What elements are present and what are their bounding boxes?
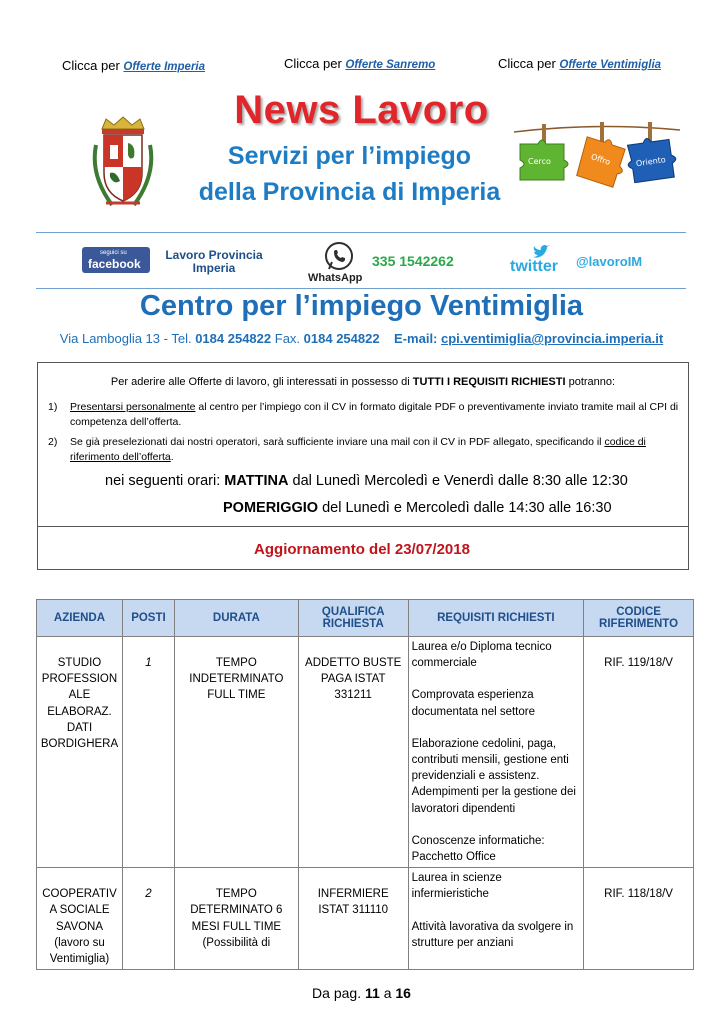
cell-durata: TEMPO INDETERMINATO FULL TIME — [174, 637, 298, 868]
header-subtitle-1: Servizi per l’impiego — [227, 142, 472, 170]
link-prefix: Clicca per — [498, 56, 556, 71]
cell-codice: RIF. 119/18/V — [584, 637, 694, 868]
table-row — [37, 637, 694, 868]
cell-qualifica: INFERMIERE ISTAT 311110 — [298, 868, 408, 970]
cell-requisiti: Laurea in scienze infermieristiche Attività lavorativa da svolgere in strutture per anziani — [408, 868, 584, 970]
cell-codice: RIF. 118/18/V — [584, 868, 694, 970]
job-offers-table — [36, 599, 694, 970]
offerte-imperia-link[interactable]: Offerte Imperia — [123, 61, 206, 73]
header-requisiti: REQUISITI RICHIESTI — [408, 600, 584, 637]
facebook-page-name: Lavoro Provincia Imperia — [165, 248, 263, 275]
instructions-divider — [38, 526, 688, 527]
offerte-ventimiglia-link[interactable]: Offerte Ventimiglia — [559, 59, 662, 71]
email-link[interactable]: cpi.ventimiglia@provincia.imperia.it — [441, 331, 664, 346]
header-azienda: AZIENDA — [37, 600, 123, 637]
top-link-ventimiglia — [498, 56, 661, 71]
centro-impiego-title: Centro per l’impiego Ventimiglia — [139, 290, 584, 322]
top-link-imperia — [62, 58, 205, 73]
cell-posti: 1 — [122, 637, 174, 868]
twitter-icon: twitter — [510, 258, 558, 275]
telephone-number: 0184 254822 — [195, 331, 272, 346]
cell-durata: TEMPO DETERMINATO 6 MESI FULL TIME (Possibilità di — [174, 868, 298, 970]
link-prefix: Clicca per — [62, 58, 120, 73]
centro-address: Via Lamboglia 13 - Tel. 0184 254822 Fax. 0184 254822 E-mail: cpi.ventimiglia@provincia.imperia.it — [59, 331, 664, 346]
top-link-sanremo — [284, 56, 435, 71]
svg-text:Cerco: Cerco — [528, 157, 551, 166]
table-header-row — [37, 600, 694, 637]
svg-text:Offro: Offro — [589, 152, 612, 167]
fax-number: 0184 254822 — [303, 331, 380, 346]
cell-qualifica: ADDETTO BUSTE PAGA ISTAT 331211 — [298, 637, 408, 868]
orari-pomeriggio: POMERIGGIO del Lunedì e Mercoledì dalle 14:30 alle 16:30 — [223, 500, 612, 516]
header-qualifica: QUALIFICA RICHIESTA — [298, 600, 408, 637]
facebook-icon: facebook — [88, 257, 141, 271]
orari-mattina: nei seguenti orari: MATTINA dal Lunedì Mercoledì e Venerdì dalle 8:30 alle 12:30 — [105, 473, 628, 489]
instructions-box — [37, 362, 689, 570]
news-lavoro-title: News Lavoro — [234, 88, 489, 132]
whatsapp-number: 335 1542262 — [372, 253, 454, 269]
header-posti: POSTI — [122, 600, 174, 637]
instruction-item-2: 2) Se già preselezionati dai nostri operatori, sarà sufficiente inviare una mail con il CV in PDF allegato, specificando il codice di riferimento dell’offerta. — [48, 436, 646, 463]
offerte-sanremo-link[interactable]: Offerte Sanremo — [345, 59, 436, 71]
table-row — [37, 868, 694, 970]
whatsapp-label: WhatsApp — [308, 272, 363, 284]
instructions-intro: Per aderire alle Offerte di lavoro, gli interessati in possesso di TUTTI I REQUISITI RICHIESTI potranno: — [110, 376, 616, 388]
svg-text:Oriento: Oriento — [635, 155, 667, 169]
header-divider — [36, 232, 686, 233]
facebook-badge[interactable]: seguici su facebook — [82, 247, 150, 273]
aggiornamento-date: Aggiornamento del 23/07/2018 — [254, 541, 470, 558]
social-divider — [36, 288, 686, 289]
page-range-footer: Da pag. 11 a 16 — [312, 985, 411, 1001]
header-durata: DURATA — [174, 600, 298, 637]
header-subtitle-2: della Provincia di Imperia — [198, 178, 501, 206]
twitter-handle[interactable]: @lavoroIM — [576, 254, 643, 269]
cell-azienda: COOPERATIV A SOCIALE SAVONA (lavoro su Ventimiglia) — [37, 868, 123, 970]
header-codice: CODICE RIFERIMENTO — [584, 600, 694, 637]
instruction-item-1: 1) Presentarsi personalmente al centro per l’impiego con il CV in formato digitale PDF o preventivamente inviato tramite mail al CPI di competenza dell’offerta. — [48, 401, 679, 428]
puzzle-pieces-icon — [512, 112, 682, 194]
cell-azienda: STUDIO PROFESSION ALE ELABORAZ. DATI BORDIGHERA — [37, 637, 123, 868]
whatsapp-icon — [324, 242, 354, 272]
link-prefix: Clicca per — [284, 56, 342, 71]
cell-requisiti: Laurea e/o Diploma tecnico commerciale Comprovata esperienza documentata nel settore Elaborazione cedolini, paga, contributi mensili, gestione enti previdenziali e assistenz. Adempimenti per la gestione dei lavoratori dipendenti Conoscenze informatiche: Pacchetto Office — [408, 637, 584, 868]
cell-posti: 2 — [122, 868, 174, 970]
